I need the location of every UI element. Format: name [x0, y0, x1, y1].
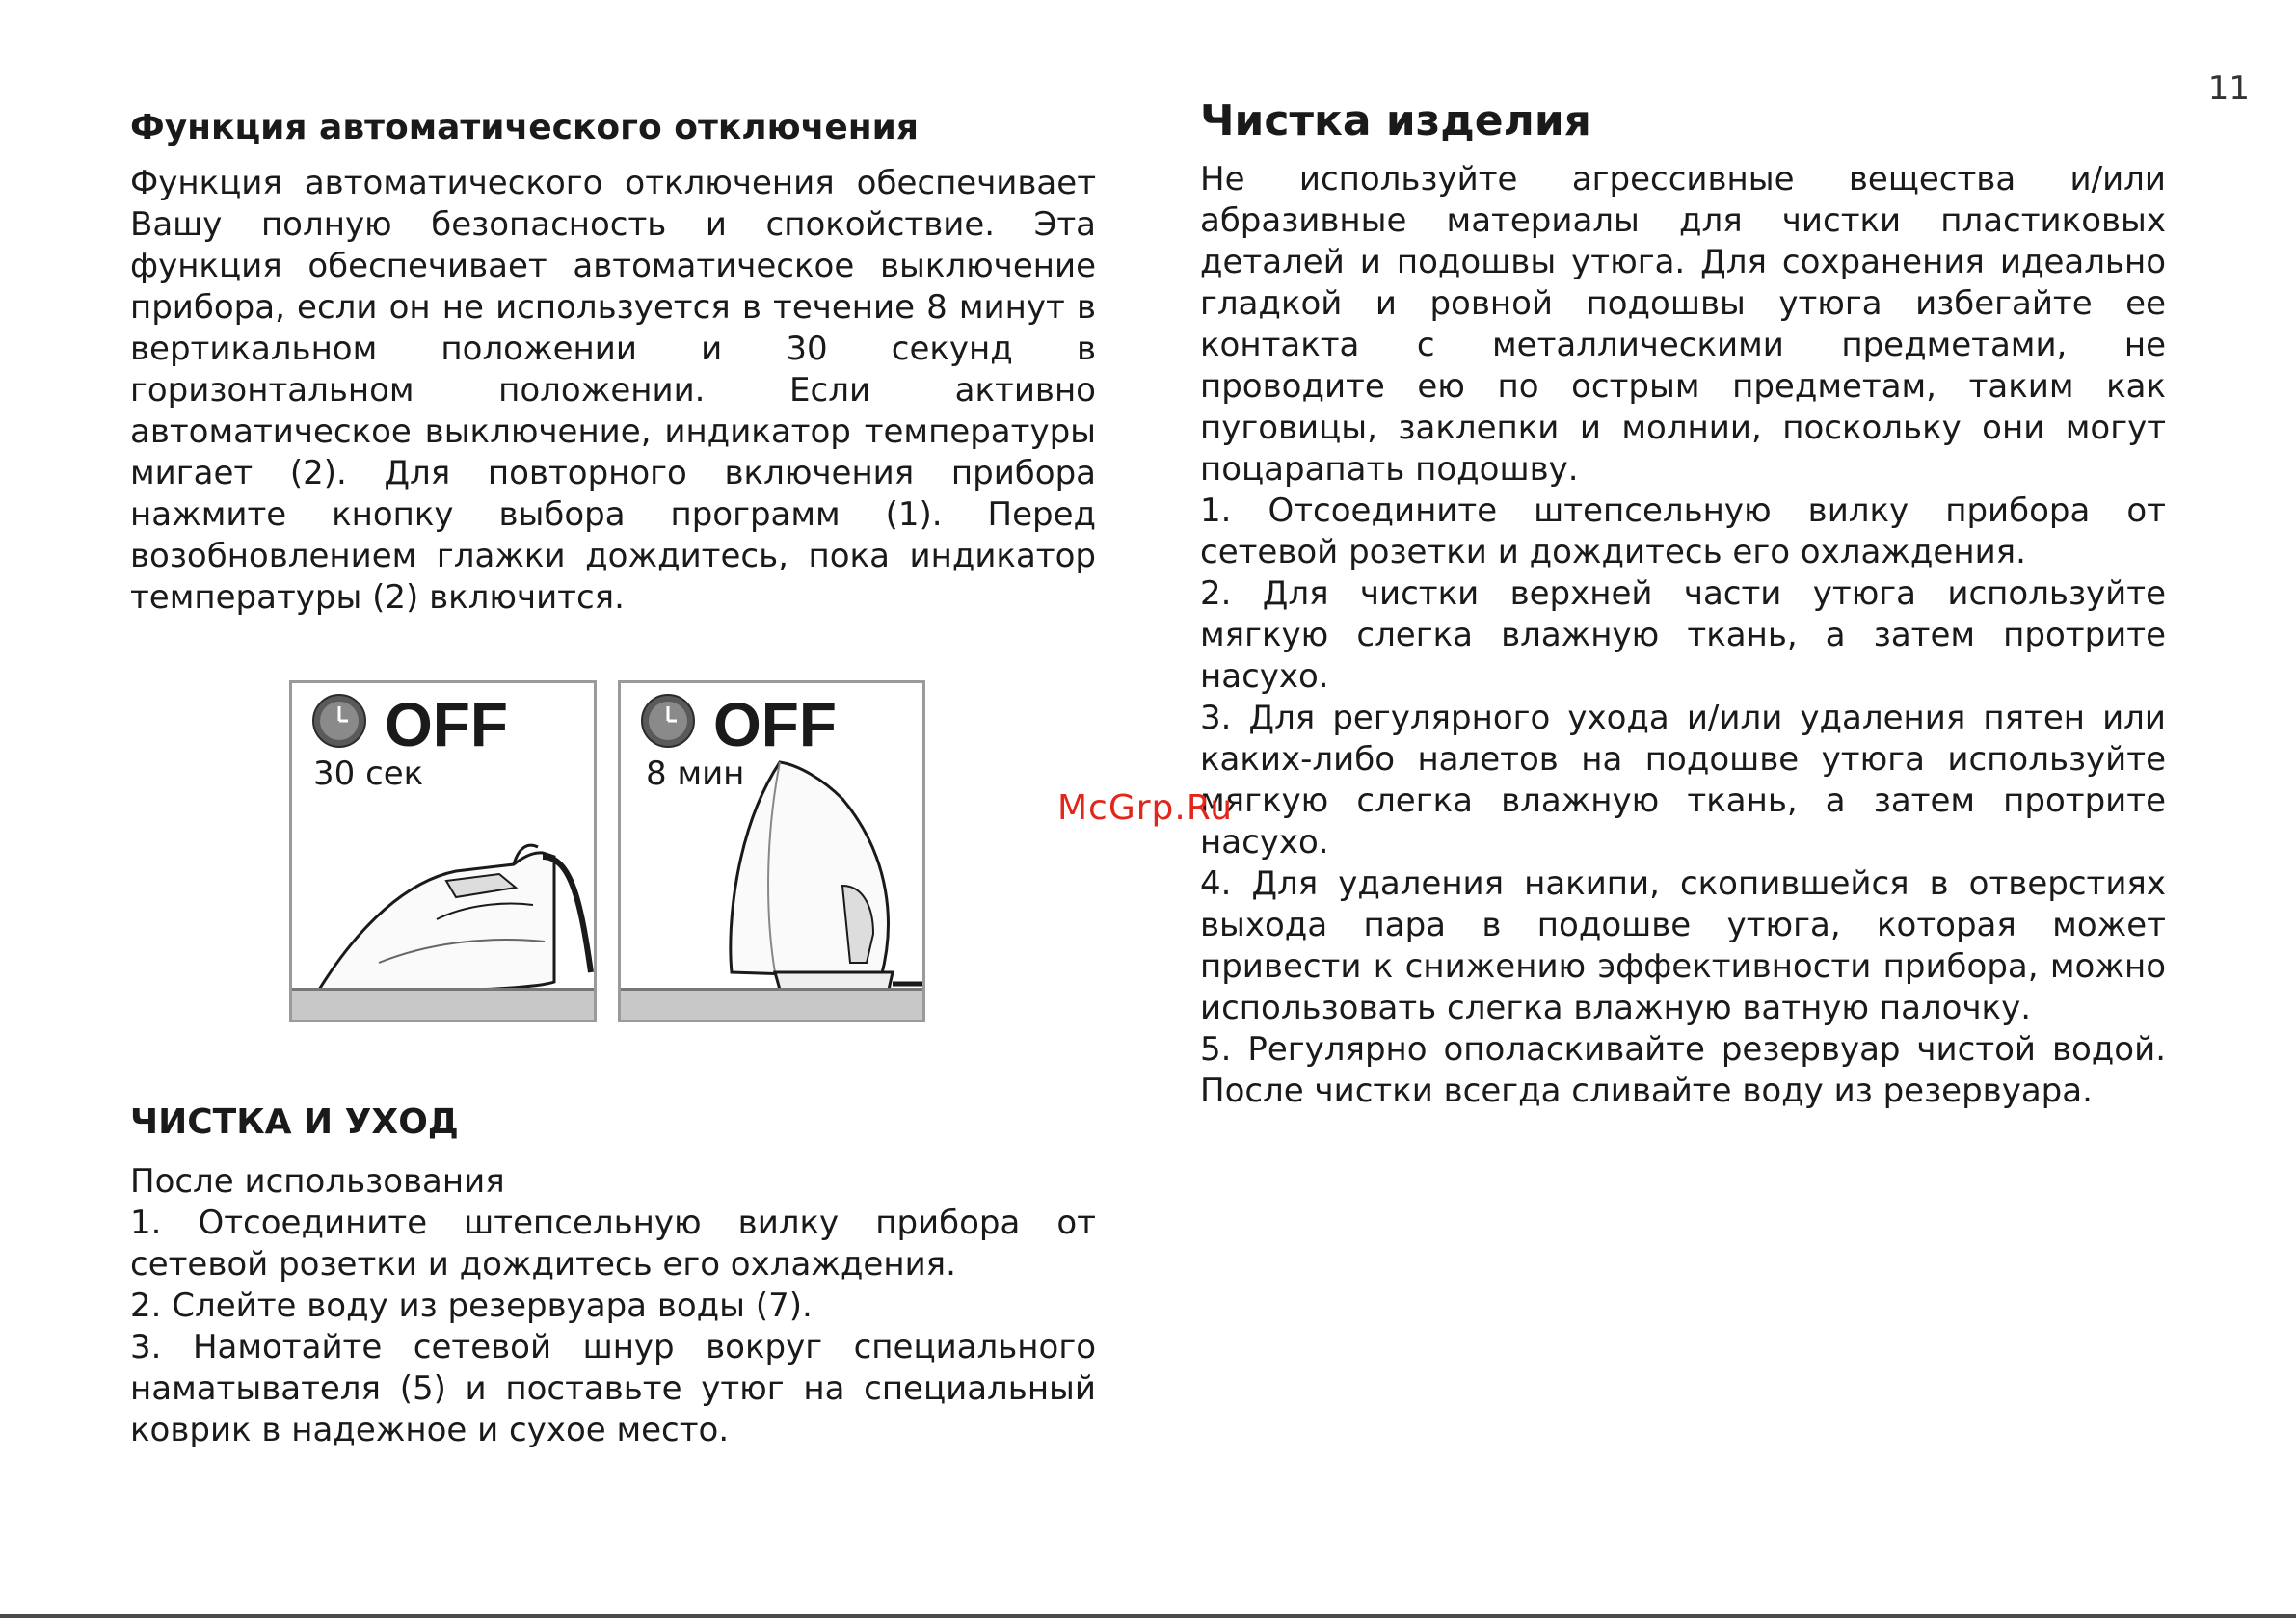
cleaning-step: 4. Для удаления накипи, скопившейся в отверстиях выхода пара в подошве утюга, которая может привести к снижению эффективности прибора, можно использовать слегка влажную ватную палочку. [1200, 864, 2166, 1027]
off-time: 30 сек [313, 755, 424, 793]
care-title: ЧИСТКА И УХОД [130, 1102, 459, 1142]
right-column [1200, 96, 2166, 1112]
cleaning-step: 2. Для чистки верхней части утюга используйте мягкую слегка влажную ткань, а затем протрите насухо. [1200, 574, 2166, 696]
vertical-iron-illustration [621, 683, 925, 1022]
off-label: OFF [713, 690, 837, 759]
auto-off-title: Функция автоматического отключения [130, 108, 919, 147]
cleaning-step: 3. Для регулярного ухода и/или удаления пятен или каких-либо налетов на подошве утюга используйте мягкую слегка влажную ткань, а затем протрите насухо. [1200, 699, 2166, 862]
care-intro: После использования [130, 1162, 505, 1201]
care-step: 3. Намотайте сетевой шнур вокруг специального наматывателя (5) и поставьте утюг на специальный коврик в надежное и сухое место. [130, 1328, 1096, 1449]
floor [292, 988, 594, 1020]
figure-horizontal-iron [289, 680, 597, 1022]
care-section [130, 1102, 1096, 1451]
off-label: OFF [385, 690, 508, 759]
bottom-rule [0, 1614, 2296, 1618]
watermark: McGrp.Ru [1057, 788, 1234, 828]
auto-off-figures [289, 680, 1096, 960]
cleaning-title: Чистка изделия [1200, 96, 1591, 146]
horizontal-iron-illustration [292, 683, 597, 1022]
auto-off-text: Функция автоматического отключения обеспечивает Вашу полную безопасность и спокойствие. Эта функция обеспечивает автоматическое выключение прибора, если он не используется в течение 8 минут в вертикальном положении и 30 секунд в горизонтальном положении. Если активно автоматическое выключение, индикатор температуры мигает (2). Для повторного включения прибора нажмите кнопку выбора программ (1). Перед возобновлением глажки дождитесь, пока индикатор температуры (2) включится. [130, 164, 1096, 617]
figure-vertical-iron [618, 680, 925, 1022]
cleaning-step: 1. Отсоедините штепсельную вилку прибора от сетевой розетки и дождитесь его охлаждения. [1200, 491, 2166, 571]
cleaning-intro: Не используйте агрессивные вещества и/или абразивные материалы для чистки пластиковых деталей и подошвы утюга. Для сохранения идеально гладкой и ровной подошвы утюга избегайте ее контакта с металлическими предметами, не проводите ею по острым предметам, таким как пуговицы, заклепки и молнии, поскольку они могут поцарапать подошву. [1200, 160, 2166, 489]
care-step: 2. Слейте воду из резервуара воды (7). [130, 1286, 813, 1325]
care-step: 1. Отсоедините штепсельную вилку прибора от сетевой розетки и дождитесь его охлаждения. [130, 1204, 1096, 1284]
cleaning-step: 5. Регулярно ополаскивайте резервуар чистой водой. После чистки всегда сливайте воду из резервуара. [1200, 1030, 2166, 1110]
off-time: 8 мин [646, 755, 745, 793]
page-number: 11 [2207, 69, 2250, 108]
floor [621, 988, 922, 1020]
left-column [130, 96, 1096, 1451]
